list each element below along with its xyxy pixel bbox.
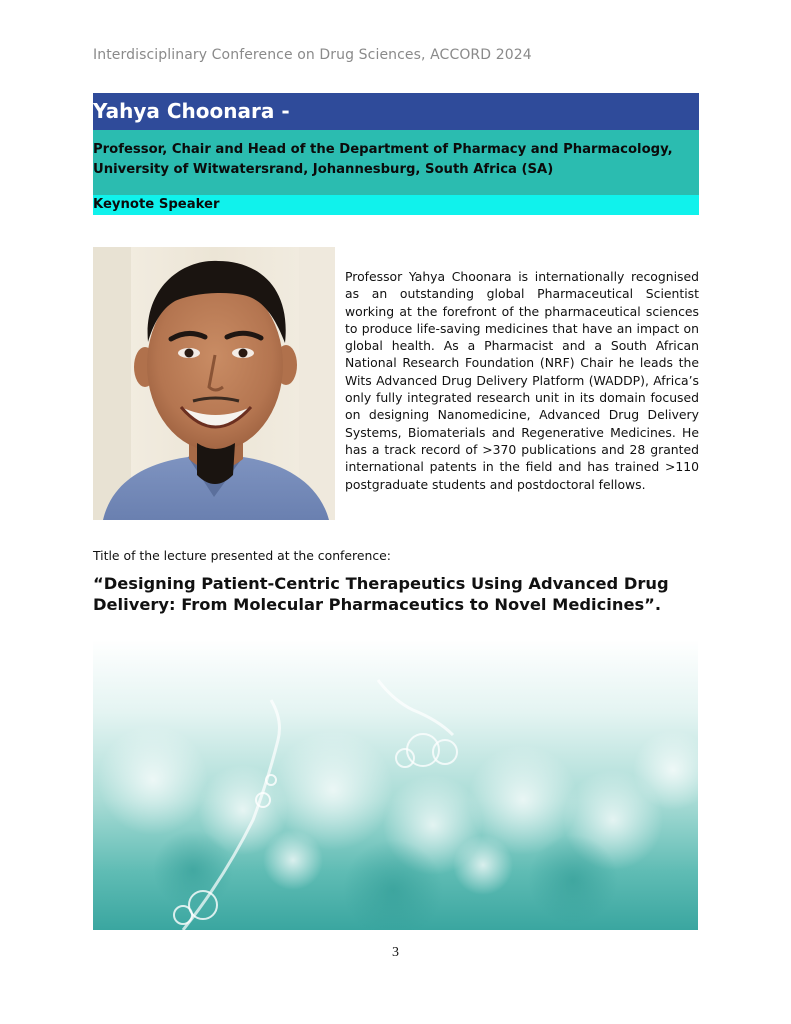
speaker-role: Professor, Chair and Head of the Department of Pharmacy and Pharmacology, University of Witwatersrand, Johannesburg, South Africa (SA) (93, 142, 673, 177)
keynote-band (93, 195, 699, 215)
lecture-title: “Designing Patient-Centric Therapeutics Using Advanced Drug Delivery: From Molecular Pharmaceutics to Novel Medicines”. (93, 574, 669, 614)
lecture-label: Title of the lecture presented at the conference: (93, 548, 391, 563)
speaker-bio: Professor Yahya Choonara is internationally recognised as an outstanding global Pharmaceutical Scientist working at the forefront of the pharmaceutical sciences to produce life-saving medicines that have an impact on global health. As a Pharmacist and a South African National Research Foundation (NRF) Chair he leads the Wits Advanced Drug Delivery Platform (WADDP), Africa’s only fully integrated research unit in its domain focused on designing Nanomedicine, Advanced Drug Delivery Systems, Biomaterials and Regenerative Medicines. He has a track record of >370 publications and 28 granted international patents in the field and has trained >110 postgraduate students and postdoctoral fellows. (345, 269, 699, 492)
speaker-role-band (93, 130, 699, 195)
decorative-banner-image (93, 640, 698, 930)
keynote-label: Keynote Speaker (93, 197, 220, 212)
speaker-photo (93, 247, 335, 520)
speaker-name: Yahya Choonara - (93, 99, 290, 123)
page-number: 3 (392, 945, 399, 960)
speaker-name-band (93, 93, 699, 130)
running-header: Interdisciplinary Conference on Drug Sciences, ACCORD 2024 (93, 47, 532, 63)
